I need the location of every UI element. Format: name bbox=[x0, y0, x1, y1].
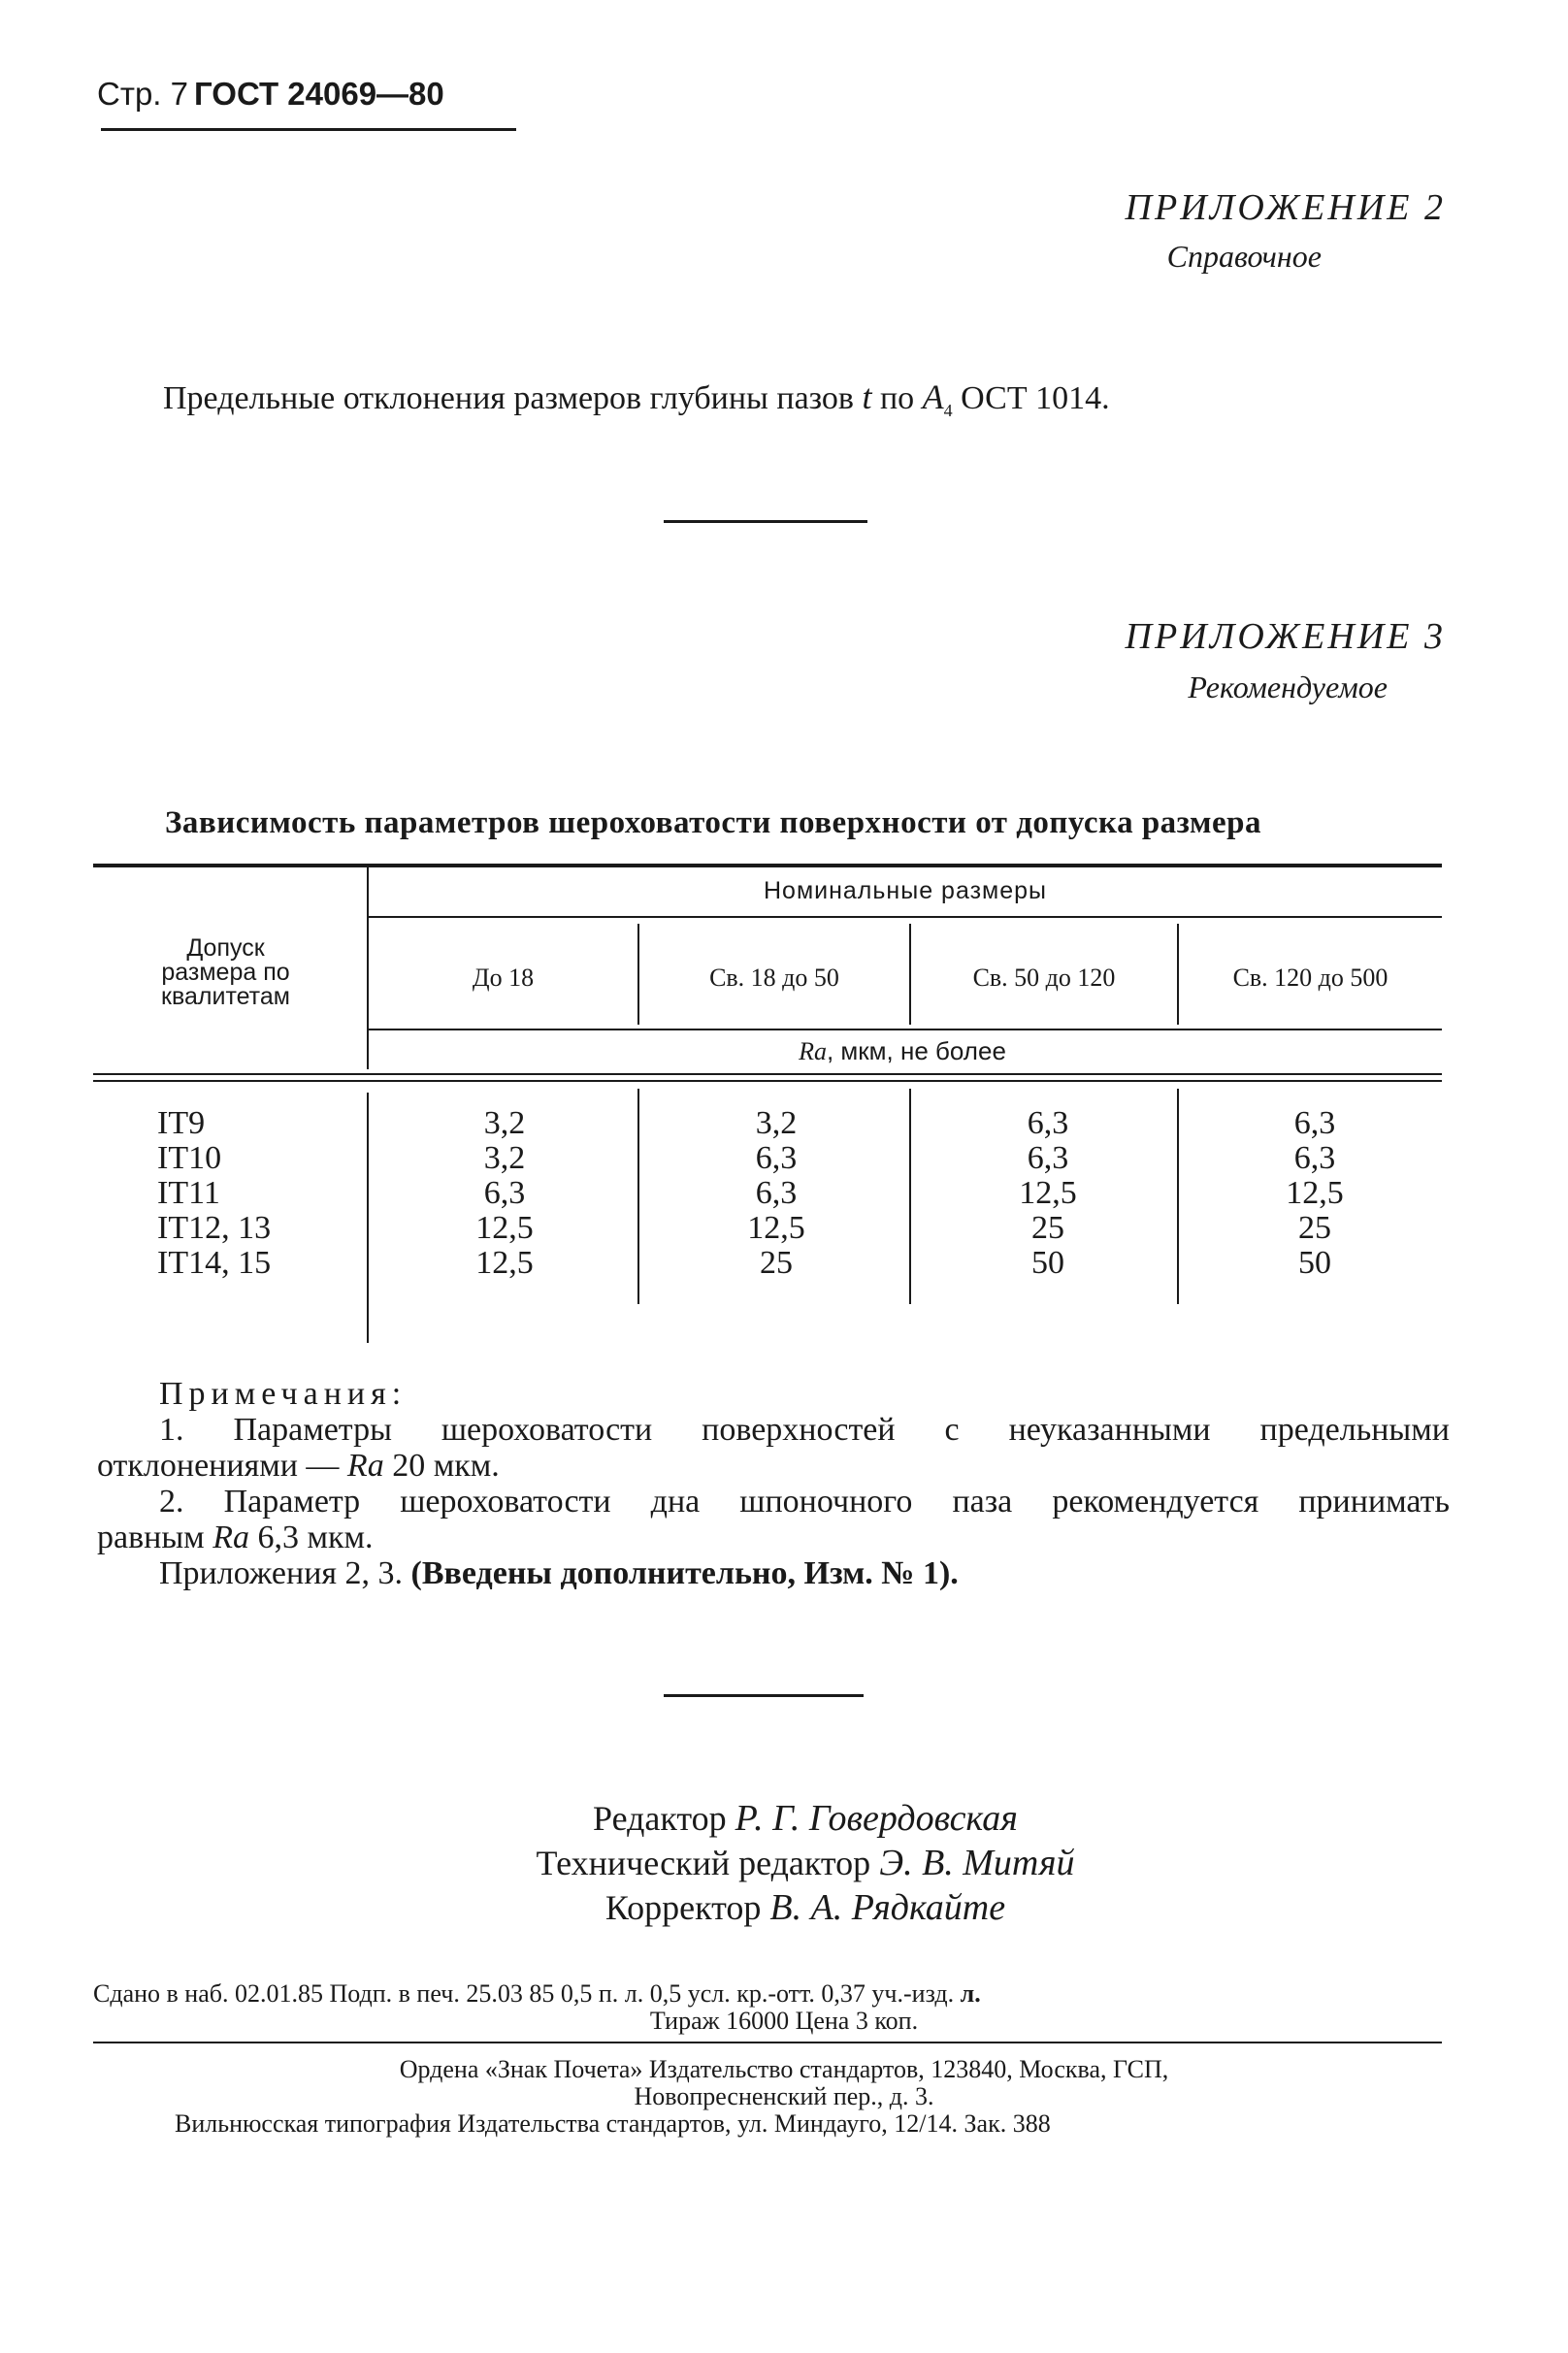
credit-tech-editor bbox=[369, 1842, 1242, 1884]
table-cell: 6,3 bbox=[483, 1175, 526, 1211]
proofreader-name: В. А. Рядкайте bbox=[769, 1887, 1006, 1928]
imprint-end: л. bbox=[960, 1979, 981, 2008]
section-divider bbox=[664, 520, 867, 523]
column-header-2: Св. 18 до 50 bbox=[709, 964, 839, 992]
note-2-line-2 bbox=[97, 1520, 1450, 1555]
column-header-4: Св. 120 до 500 bbox=[1232, 964, 1388, 992]
header-rule bbox=[101, 128, 516, 131]
appendix-3-title: ПРИЛОЖЕНИЕ 3 bbox=[1125, 616, 1446, 657]
appendix-2-subtitle: Справочное bbox=[1166, 239, 1322, 274]
note-2-ra: Ra bbox=[212, 1520, 249, 1555]
table-vline-1-body bbox=[637, 1089, 639, 1304]
notes bbox=[97, 1376, 1450, 1591]
table-group-rule bbox=[369, 916, 1442, 918]
note-1-text: отклонениями — bbox=[97, 1448, 340, 1484]
table-cell: 50 bbox=[1298, 1245, 1331, 1281]
table-cell: 6,3 bbox=[1293, 1140, 1336, 1176]
imprint-line-1 bbox=[93, 1979, 981, 2009]
table-cell: 50 bbox=[1031, 1245, 1064, 1281]
appendix-3-subtitle: Рекомендуемое bbox=[1188, 670, 1388, 704]
row-header-line: квалитетам bbox=[161, 983, 290, 1010]
note-3-text: Приложения 2, 3. bbox=[159, 1555, 404, 1591]
note-2-value: 6,3 мкм. bbox=[257, 1520, 374, 1555]
tech-editor-name: Э. В. Митяй bbox=[879, 1843, 1075, 1883]
notes-divider bbox=[664, 1694, 864, 1697]
note-1-line-1: 1. Параметры шероховатости поверхностей с неуказанными предельными bbox=[159, 1412, 1450, 1448]
row-label: IT11 bbox=[157, 1175, 220, 1211]
table-vline-2-body bbox=[909, 1089, 911, 1304]
table-cell: 6,3 bbox=[1027, 1105, 1069, 1141]
notes-heading: Примечания: bbox=[159, 1376, 408, 1412]
intro-text-end: ОСТ 1014. bbox=[961, 380, 1110, 416]
row-label: IT9 bbox=[157, 1105, 206, 1141]
editor-role: Редактор bbox=[593, 1799, 727, 1838]
row-label: IT10 bbox=[157, 1140, 222, 1176]
table-title: Зависимость параметров шероховатости поверхности от допуска размера bbox=[165, 805, 1261, 840]
var-a-sub: 4 bbox=[943, 400, 953, 420]
column-1-values bbox=[408, 1106, 602, 1281]
table-header-rule-1 bbox=[93, 1073, 1442, 1075]
table-cell: 12,5 bbox=[475, 1245, 534, 1281]
note-2-line-1: 2. Параметр шероховатости дна шпоночного паза рекомендуется принимать bbox=[159, 1484, 1450, 1520]
var-a: A bbox=[922, 377, 944, 416]
table-cell: 25 bbox=[760, 1245, 793, 1281]
row-header bbox=[97, 936, 354, 1009]
appendix-2-text bbox=[163, 376, 1110, 421]
tech-editor-role: Технический редактор bbox=[536, 1844, 871, 1882]
note-3 bbox=[159, 1555, 1450, 1591]
table-cell: 25 bbox=[1298, 1210, 1331, 1246]
note-1-ra: Ra bbox=[346, 1448, 384, 1484]
table-cell: 6,3 bbox=[755, 1140, 798, 1176]
table-cell: 12,5 bbox=[1286, 1175, 1344, 1211]
credit-editor bbox=[369, 1797, 1242, 1840]
row-labels bbox=[157, 1106, 351, 1281]
column-header-3: Св. 50 до 120 bbox=[972, 964, 1116, 992]
unit-header bbox=[369, 1036, 1436, 1066]
intro-text: Предельные отклонения размеров глубины пазов bbox=[163, 380, 854, 416]
intro-po: по bbox=[879, 380, 915, 416]
table-vline-0-body bbox=[367, 1093, 369, 1343]
imprint-line-4: Новопресненский пер., д. 3. bbox=[634, 2082, 934, 2110]
credit-proofreader bbox=[369, 1886, 1242, 1929]
editor-name: Р. Г. Говердовская bbox=[735, 1798, 1018, 1839]
table-cell: 12,5 bbox=[747, 1210, 805, 1246]
imprint-line-5: Вильнюсская типография Издательства стандартов, ул. Миндауго, 12/14. Зак. 388 bbox=[175, 2109, 1051, 2138]
table-top-rule bbox=[93, 864, 1442, 867]
imprint-line-2: Тираж 16000 Цена 3 коп. bbox=[649, 2007, 919, 2035]
table-cell: 12,5 bbox=[475, 1210, 534, 1246]
row-label: IT12, 13 bbox=[157, 1210, 272, 1246]
table-cell: 3,2 bbox=[755, 1105, 798, 1141]
appendix-2-title: ПРИЛОЖЕНИЕ 2 bbox=[1125, 187, 1446, 228]
imprint-line-3: Ордена «Знак Почета» Издательство стандартов, 123840, Москва, ГСП, bbox=[399, 2055, 1169, 2083]
column-3-values bbox=[951, 1106, 1145, 1281]
page-number: Стр. 7 bbox=[97, 76, 188, 112]
page-header bbox=[97, 76, 444, 113]
column-header-1: До 18 bbox=[472, 964, 535, 992]
var-t: t bbox=[862, 377, 872, 416]
table-vline-3-body bbox=[1177, 1089, 1179, 1304]
table-cell: 12,5 bbox=[1019, 1175, 1077, 1211]
note-1-value: 20 мкм. bbox=[392, 1448, 500, 1484]
table-header-rule-2 bbox=[93, 1080, 1442, 1082]
unit-ra: Ra bbox=[799, 1037, 827, 1065]
note-1-line-2 bbox=[97, 1448, 1450, 1484]
table-column-rule bbox=[369, 1029, 1442, 1030]
column-4-values bbox=[1218, 1106, 1412, 1281]
column-2-values bbox=[679, 1106, 873, 1281]
table-cell: 25 bbox=[1031, 1210, 1064, 1246]
group-header: Номинальные размеры bbox=[763, 877, 1047, 904]
table-cell: 3,2 bbox=[483, 1140, 526, 1176]
table-cell: 6,3 bbox=[755, 1175, 798, 1211]
standard-number: ГОСТ 24069—80 bbox=[194, 76, 444, 112]
imprint-rule bbox=[93, 2042, 1442, 2043]
note-3-bold: (Введены дополнительно, Изм. № 1). bbox=[410, 1555, 959, 1591]
table-cell: 6,3 bbox=[1293, 1105, 1336, 1141]
proofreader-role: Корректор bbox=[604, 1888, 762, 1927]
row-label: IT14, 15 bbox=[157, 1245, 272, 1281]
table-cell: 6,3 bbox=[1027, 1140, 1069, 1176]
table-cell: 3,2 bbox=[483, 1105, 526, 1141]
row-header-line: Допуск bbox=[186, 934, 265, 962]
row-header-line: размера по bbox=[161, 959, 290, 986]
unit-rest: , мкм, не более bbox=[826, 1036, 1006, 1065]
note-2-text: равным bbox=[97, 1520, 205, 1555]
imprint-text: Сдано в наб. 02.01.85 Подп. в печ. 25.03 85 0,5 п. л. 0,5 усл. кр.-отт. 0,37 уч.-изд. bbox=[93, 1979, 955, 2008]
